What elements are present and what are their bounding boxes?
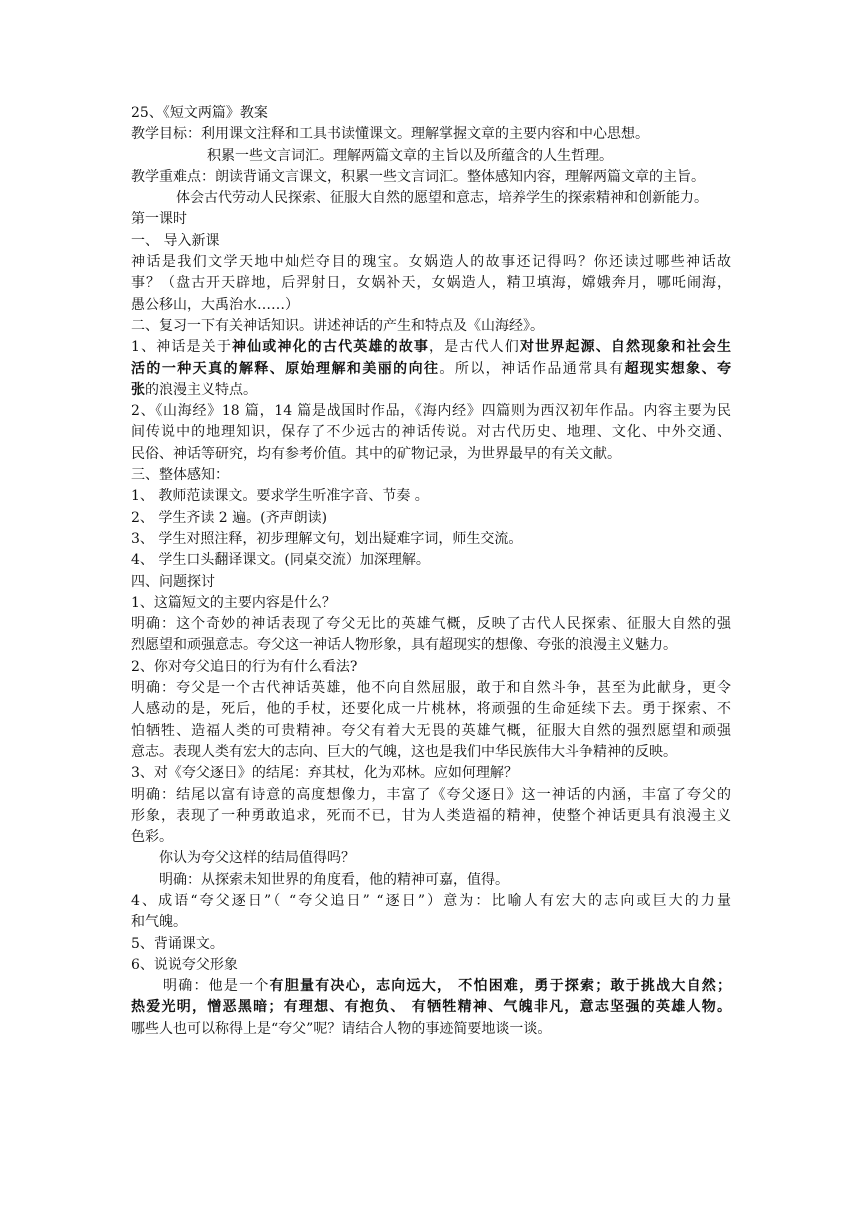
question-3-followup: 你认为夸父这样的结局值得吗？ [159, 850, 355, 867]
answer-6-text: 明确：他是一个 [163, 978, 270, 995]
review-heading: 二、复习一下有关神话知识。讲述神话的产生和特点及《山海经》。 [131, 317, 544, 334]
review-bold-text: 超现实想象、夸 [624, 360, 731, 377]
question-6: 6、说说夸父形象 [131, 956, 238, 973]
answer-6-bold-text: 有胆量有决心，志向远大， 不怕困难，勇于探索；敢于挑战大自然； [269, 978, 731, 995]
question-3: 3、对《夸父逐日》的结尾：弃其杖，化为邓林。应如何理解？ [131, 765, 518, 782]
question-5: 5、背诵课文。 [131, 935, 224, 952]
question-2: 2、你对夸父追日的行为有什么看法? [131, 658, 358, 675]
review-paragraph-line-2 [131, 359, 731, 380]
answer-2-line-3: 怕牺牲、造福人类的可贵精神。夸父有着大无畏的英雄气概，征服大自然的强烈愿望和顽强 [131, 722, 731, 739]
question-4-line-1: 4、成语“夸父逐日”（ “夸父追日” “逐日”）意为：比喻人有宏大的志向或巨大的力量 [131, 892, 731, 909]
review-paragraph-line-4: 2、《山海经》18 篇，14 篇是战国时作品，《海内经》四篇则为西汉初年作品。内容主要为民 [131, 403, 731, 420]
answer-2-line-4: 意志。表现人类有宏大的志向、巨大的气魄，这也是我们中华民族伟大斗争精神的反映。 [131, 743, 677, 760]
answer-2-line-1: 明确：夸父是一个古代神话英雄，他不向自然屈服，敢于和自然斗争，甚至为此献身，更令 [131, 680, 731, 697]
review-paragraph-line-6: 民俗、神话等研究，均有参考价值。其中的矿物记录，为世界最早的有关文献。 [131, 445, 621, 462]
review-bold-text: 活的一种天真的解释、原始理解和美丽的向往 [131, 360, 440, 377]
review-bold-text: 对世界起源、自然现象和社会生 [519, 339, 731, 356]
review-text: 。所以，神话作品通常具有 [439, 360, 625, 377]
perception-item: 2、 学生齐读 2 遍。(齐声朗读) [131, 509, 328, 526]
answer-3-line-1: 明确：结尾以富有诗意的高度想像力，丰富了《夸父逐日》这一神话的内涵，丰富了夸父的 [131, 786, 731, 803]
lesson-label: 第一课时 [131, 211, 187, 228]
intro-paragraph-line-2: 事？（盘古开天辟地，后羿射日，女娲补天，女娲造人，精卫填海，嫦娥奔月，哪吒闹海， [131, 275, 731, 292]
review-paragraph-line-5: 间传说中的地理知识，保存了不少远古的神话传说。对古代历史、地理、文化、中外交通、 [131, 424, 731, 441]
review-text: 1、神话是关于 [131, 339, 232, 356]
perception-item: 4、 学生口头翻译课文。(同桌交流）加深理解。 [131, 552, 430, 569]
question-1: 1、这篇短文的主要内容是什么？ [131, 594, 336, 611]
answer-3-followup: 明确：从探索未知世界的角度看，他的精神可嘉，值得。 [159, 871, 509, 888]
review-paragraph-line-1 [131, 337, 731, 358]
answer-2-line-2: 人感动的是，死后，他的手杖，还要化成一片桃林，将顽强的生命延续下去。勇于探索、不 [131, 701, 731, 718]
objectives-line-1: 教学目标：利用课文注释和工具书读懂课文。理解掌握文章的主要内容和中心思想。 [131, 126, 649, 143]
review-bold-text: 张 [131, 381, 145, 398]
difficulties-line-1: 教学重难点：朗读背诵文言课文，积累一些文言词汇。整体感知内容，理解两篇文章的主旨。 [131, 168, 705, 185]
intro-heading: 一、 导入新课 [131, 232, 220, 249]
perception-item: 3、 学生对照注释，初步理解文句，划出疑难字词，师生交流。 [131, 530, 523, 547]
answer-6-line-3: 哪些人也可以称得上是“夸父”呢？请结合人物的事迹简要地谈一谈。 [131, 1020, 552, 1037]
perception-heading: 三、整体感知： [131, 467, 229, 484]
objectives-line-2: 积累一些文言词汇。理解两篇文章的主旨以及所蕴含的人生哲理。 [207, 147, 613, 164]
intro-paragraph-line-3: 愚公移山，大禹治水……） [131, 296, 299, 313]
document-page [131, 103, 731, 1040]
answer-3-line-2: 形象，表现了一种勇敢追求，死而不已，甘为人类造福的精神，使整个神话更具有浪漫主义 [131, 807, 731, 824]
review-bold-text: 神仙或神化的古代英雄的故事 [232, 339, 430, 356]
intro-paragraph-line-1: 神话是我们文学天地中灿烂夺目的瑰宝。女娲造人的故事还记得吗？你还读过哪些神话故 [131, 254, 731, 271]
answer-1-line-1: 明确：这个奇妙的神话表现了夸父无比的英雄气概，反映了古代人民探索、征服大自然的强 [131, 616, 731, 633]
review-text: 的浪漫主义特点。 [145, 381, 257, 398]
answer-3-line-3: 色彩。 [131, 829, 173, 846]
perception-item: 1、 教师范读课文。要求学生听准字音、节奏 。 [131, 488, 429, 505]
review-text: ，是古代人们 [429, 339, 520, 356]
difficulties-line-2: 体会古代劳动人民探索、征服大自然的愿望和意志，培养学生的探索精神和创新能力。 [176, 190, 708, 207]
discussion-heading: 四、问题探讨 [131, 573, 215, 590]
answer-6-line-2: 热爱光明，憎恶黑暗；有理想、有抱负、 有牺牲精神、气魄非凡，意志坚强的英雄人物。 [131, 999, 731, 1016]
document-title: 25、《短文两篇》教案 [131, 105, 268, 121]
answer-6-line-1 [131, 976, 731, 997]
review-paragraph-line-3 [131, 380, 731, 401]
question-4-line-2: 和气魄。 [131, 914, 187, 931]
answer-1-line-2: 烈愿望和顽强意志。夸父这一神话人物形象，具有超现实的想像、夸张的浪漫主义魅力。 [131, 637, 677, 654]
